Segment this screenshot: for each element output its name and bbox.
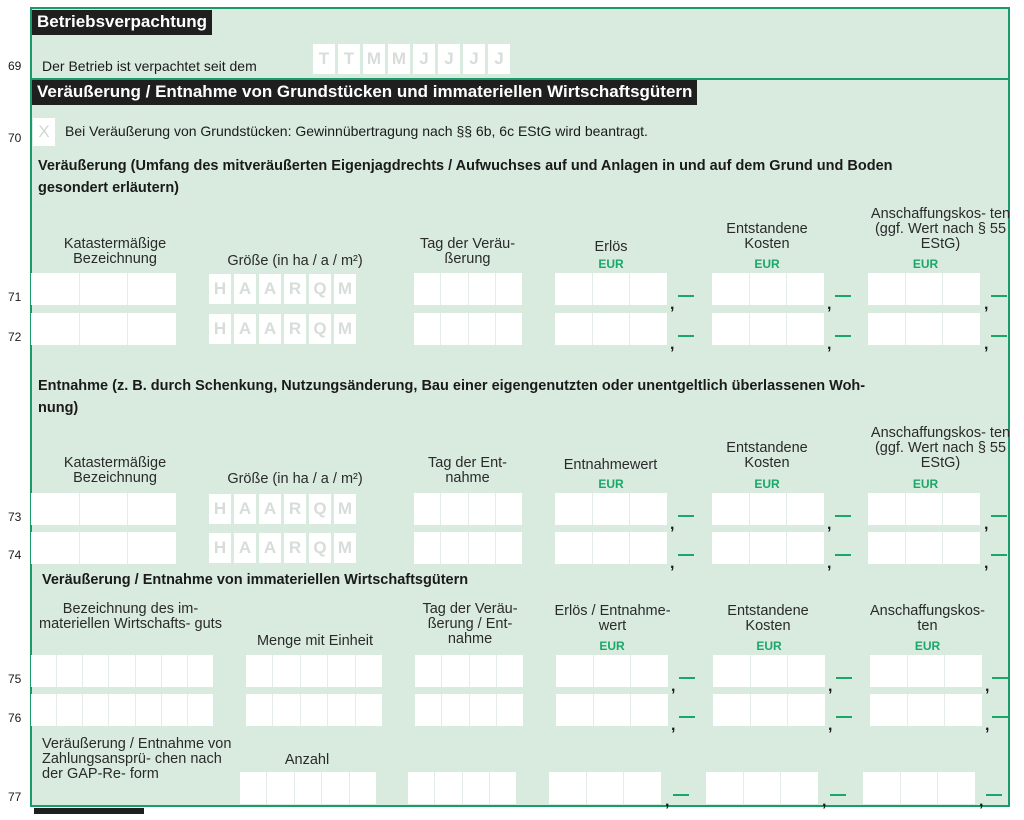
cents-dash xyxy=(679,677,695,679)
lease-since-label: Der Betrieb ist verpachtet seit dem xyxy=(42,58,257,74)
decimal-comma: , xyxy=(670,516,675,533)
col-entstandene-kosten: Entstandene Kosten xyxy=(726,440,808,471)
currency-label: EUR xyxy=(914,639,941,653)
cents-dash xyxy=(986,794,1002,796)
cents-dash xyxy=(678,554,694,556)
gewinnuebertragung-label: Bei Veräußerung von Grundstücken: Gewinnübertragung nach §§ 6b, 6c EStG wird beantragt. xyxy=(65,123,648,139)
decimal-comma: , xyxy=(827,555,832,572)
section-title-betriebsverpachtung: Betriebsverpachtung xyxy=(32,10,212,35)
col-tag-entnahme: Tag der Ent- nahme xyxy=(428,455,507,486)
size-char: H xyxy=(209,533,231,563)
row-number-76: 76 xyxy=(8,711,22,725)
size-char: M xyxy=(334,533,356,563)
decimal-comma: , xyxy=(827,516,832,533)
cents-dash xyxy=(836,716,852,718)
currency-label: EUR xyxy=(598,477,624,491)
decimal-comma: , xyxy=(670,296,675,313)
size-char: Q xyxy=(309,533,331,563)
size-char: A xyxy=(259,533,281,563)
size-char: M xyxy=(334,314,356,344)
erloes-input[interactable] xyxy=(556,694,668,726)
entnahme-heading-cont: nung) xyxy=(38,400,79,416)
entnahmewert-input[interactable] xyxy=(555,532,667,564)
anschaffung-input[interactable] xyxy=(868,493,980,525)
col-groesse: Größe (in ha / a / m²) xyxy=(227,253,363,269)
erloes-input[interactable] xyxy=(556,655,668,687)
size-char: Q xyxy=(309,274,331,304)
cents-dash xyxy=(992,716,1008,718)
col-erloes: Erlös xyxy=(594,239,628,255)
cents-dash xyxy=(991,554,1007,556)
size-char: R xyxy=(284,314,306,344)
col-anschaffungskosten: Anschaffungskos- ten xyxy=(870,603,985,634)
size-char: Q xyxy=(309,314,331,344)
entnahmewert-input[interactable] xyxy=(555,493,667,525)
bezeichnung-input[interactable] xyxy=(31,493,176,525)
decimal-comma: , xyxy=(670,555,675,572)
col-katastermaessige-bezeichnung: Katastermäßige Bezeichnung xyxy=(63,455,167,486)
cents-dash xyxy=(679,716,695,718)
date-char: T xyxy=(338,44,360,74)
cents-dash xyxy=(830,794,846,796)
size-char: A xyxy=(259,314,281,344)
groesse-input[interactable] xyxy=(209,314,356,344)
tag-input[interactable] xyxy=(414,532,522,564)
decimal-comma: , xyxy=(671,717,676,734)
gewinnuebertragung-checkbox[interactable]: X xyxy=(33,118,55,146)
size-char: H xyxy=(209,314,231,344)
groesse-input[interactable] xyxy=(209,274,356,304)
size-char: M xyxy=(334,494,356,524)
decimal-comma: , xyxy=(984,296,989,313)
veraeusserung-heading: Veräußerung (Umfang des mitveräußerten Eigenjagdrechts / Aufwuchses auf und Anlagen in und auf dem Grund und Boden xyxy=(38,158,893,174)
decimal-comma: , xyxy=(822,793,827,810)
row-number-70: 70 xyxy=(8,131,22,145)
anschaffung-input[interactable] xyxy=(868,273,980,305)
col-anschaffungskosten: Anschaffungskos- ten (ggf. Wert nach § 55 EStG) xyxy=(870,206,1011,252)
kosten-input[interactable] xyxy=(712,273,824,305)
size-char: H xyxy=(209,494,231,524)
col-tag-veraeusserung-entnahme: Tag der Veräu- ßerung / Ent- nahme xyxy=(422,601,518,647)
date-char: J xyxy=(488,44,510,74)
row-number-77: 77 xyxy=(8,790,22,804)
size-char: A xyxy=(259,274,281,304)
groesse-input[interactable] xyxy=(209,494,356,524)
decimal-comma: , xyxy=(984,336,989,353)
decimal-comma: , xyxy=(985,678,990,695)
col-katastermaessige-bezeichnung: Katastermäßige Bezeichnung xyxy=(63,236,167,267)
size-char: R xyxy=(284,533,306,563)
currency-label: EUR xyxy=(599,639,625,653)
menge-input[interactable] xyxy=(246,655,382,687)
currency-label: EUR xyxy=(912,257,939,271)
col-groesse: Größe (in ha / a / m²) xyxy=(227,471,363,487)
lease-date-input[interactable] xyxy=(313,44,510,74)
cents-dash xyxy=(991,295,1007,297)
row-number-71: 71 xyxy=(8,290,22,304)
currency-label: EUR xyxy=(598,257,624,271)
section-title-grundstuecke: Veräußerung / Entnahme von Grundstücken und immateriellen Wirtschaftsgütern xyxy=(32,80,697,105)
cents-dash xyxy=(673,794,689,796)
veraeusserung-heading-cont: gesondert erläutern) xyxy=(38,180,179,196)
anschaffung-input[interactable] xyxy=(870,655,982,687)
row-number-75: 75 xyxy=(8,672,22,686)
size-char: M xyxy=(334,274,356,304)
decimal-comma: , xyxy=(828,678,833,695)
cents-dash xyxy=(835,515,851,517)
col-erloes-entnahmewert: Erlös / Entnahme- wert xyxy=(554,603,671,634)
row-number-74: 74 xyxy=(8,548,22,562)
size-char: A xyxy=(259,494,281,524)
cents-dash xyxy=(991,335,1007,337)
col-entstandene-kosten: Entstandene Kosten xyxy=(727,603,809,634)
size-char: A xyxy=(234,494,256,524)
bezeichnung-immateriell-input[interactable] xyxy=(31,655,213,687)
erloes-input[interactable] xyxy=(555,313,667,345)
tag-input[interactable] xyxy=(414,273,522,305)
date-char: J xyxy=(463,44,485,74)
menge-input[interactable] xyxy=(246,694,382,726)
decimal-comma: , xyxy=(671,678,676,695)
cents-dash xyxy=(991,515,1007,517)
size-char: H xyxy=(209,274,231,304)
col-bezeichnung-immateriell: Bezeichnung des im- materiellen Wirtschafts- guts xyxy=(39,601,222,632)
bezeichnung-immateriell-input[interactable] xyxy=(31,694,213,726)
cents-dash xyxy=(835,295,851,297)
row-number-72: 72 xyxy=(8,330,22,344)
cents-dash xyxy=(992,677,1008,679)
tag-input[interactable] xyxy=(414,313,522,345)
size-char: Q xyxy=(309,494,331,524)
date-char: J xyxy=(413,44,435,74)
currency-label: EUR xyxy=(754,477,780,491)
anschaffung-input[interactable] xyxy=(870,694,982,726)
kosten-input[interactable] xyxy=(712,532,824,564)
col-entnahmewert: Entnahmewert xyxy=(563,457,658,473)
decimal-comma: , xyxy=(670,336,675,353)
decimal-comma: , xyxy=(984,516,989,533)
kosten-input[interactable] xyxy=(712,313,824,345)
decimal-comma: , xyxy=(827,296,832,313)
date-char: T xyxy=(313,44,335,74)
date-char: M xyxy=(363,44,385,74)
col-menge-einheit: Menge mit Einheit xyxy=(256,633,374,649)
tag-input[interactable] xyxy=(414,493,522,525)
tag-input[interactable] xyxy=(415,655,523,687)
col-entstandene-kosten: Entstandene Kosten xyxy=(726,221,808,252)
anzahl-input[interactable] xyxy=(240,772,376,804)
entnahme-heading: Entnahme (z. B. durch Schenkung, Nutzungsänderung, Bau einer eigengenutzten oder unentgeltlich überlassenen Woh- xyxy=(38,378,866,394)
cents-dash xyxy=(836,677,852,679)
erloes-input[interactable] xyxy=(549,772,661,804)
date-char: M xyxy=(388,44,410,74)
bezeichnung-input[interactable] xyxy=(31,313,176,345)
cents-dash xyxy=(678,515,694,517)
col-anzahl: Anzahl xyxy=(284,752,330,768)
size-char: A xyxy=(234,314,256,344)
col-tag-veraeusserung: Tag der Veräu- ßerung xyxy=(419,236,516,267)
kosten-input[interactable] xyxy=(713,655,825,687)
erloes-input[interactable] xyxy=(555,273,667,305)
tag-input[interactable] xyxy=(415,694,523,726)
decimal-comma: , xyxy=(979,793,984,810)
decimal-comma: , xyxy=(828,717,833,734)
decimal-comma: , xyxy=(985,717,990,734)
row-number-73: 73 xyxy=(8,510,22,524)
cents-dash xyxy=(678,335,694,337)
currency-label: EUR xyxy=(912,477,939,491)
currency-label: EUR xyxy=(754,257,780,271)
decimal-comma: , xyxy=(984,555,989,572)
date-char: J xyxy=(438,44,460,74)
groesse-input[interactable] xyxy=(209,533,356,563)
cents-dash xyxy=(835,554,851,556)
cents-dash xyxy=(835,335,851,337)
decimal-comma: , xyxy=(827,336,832,353)
size-char: R xyxy=(284,274,306,304)
anschaffung-input[interactable] xyxy=(868,313,980,345)
kosten-input[interactable] xyxy=(713,694,825,726)
kosten-input[interactable] xyxy=(712,493,824,525)
row-number-69: 69 xyxy=(8,59,22,73)
immateriell-heading: Veräußerung / Entnahme von immateriellen Wirtschaftsgütern xyxy=(42,572,469,588)
section-marker-bar xyxy=(34,808,144,814)
cents-dash xyxy=(678,295,694,297)
size-char: R xyxy=(284,494,306,524)
kosten-input[interactable] xyxy=(706,772,818,804)
size-char: A xyxy=(234,533,256,563)
size-char: A xyxy=(234,274,256,304)
decimal-comma: , xyxy=(665,793,670,810)
anschaffung-input[interactable] xyxy=(863,772,975,804)
col-anschaffungskosten: Anschaffungskos- ten (ggf. Wert nach § 55 EStG) xyxy=(870,425,1011,471)
bezeichnung-input[interactable] xyxy=(31,273,176,305)
anschaffung-input[interactable] xyxy=(868,532,980,564)
gap-label: Veräußerung / Entnahme von Zahlungsansprü- chen nach der GAP-Re- form xyxy=(42,736,232,782)
tag-input[interactable] xyxy=(408,772,516,804)
currency-label: EUR xyxy=(756,639,782,653)
bezeichnung-input[interactable] xyxy=(31,532,176,564)
